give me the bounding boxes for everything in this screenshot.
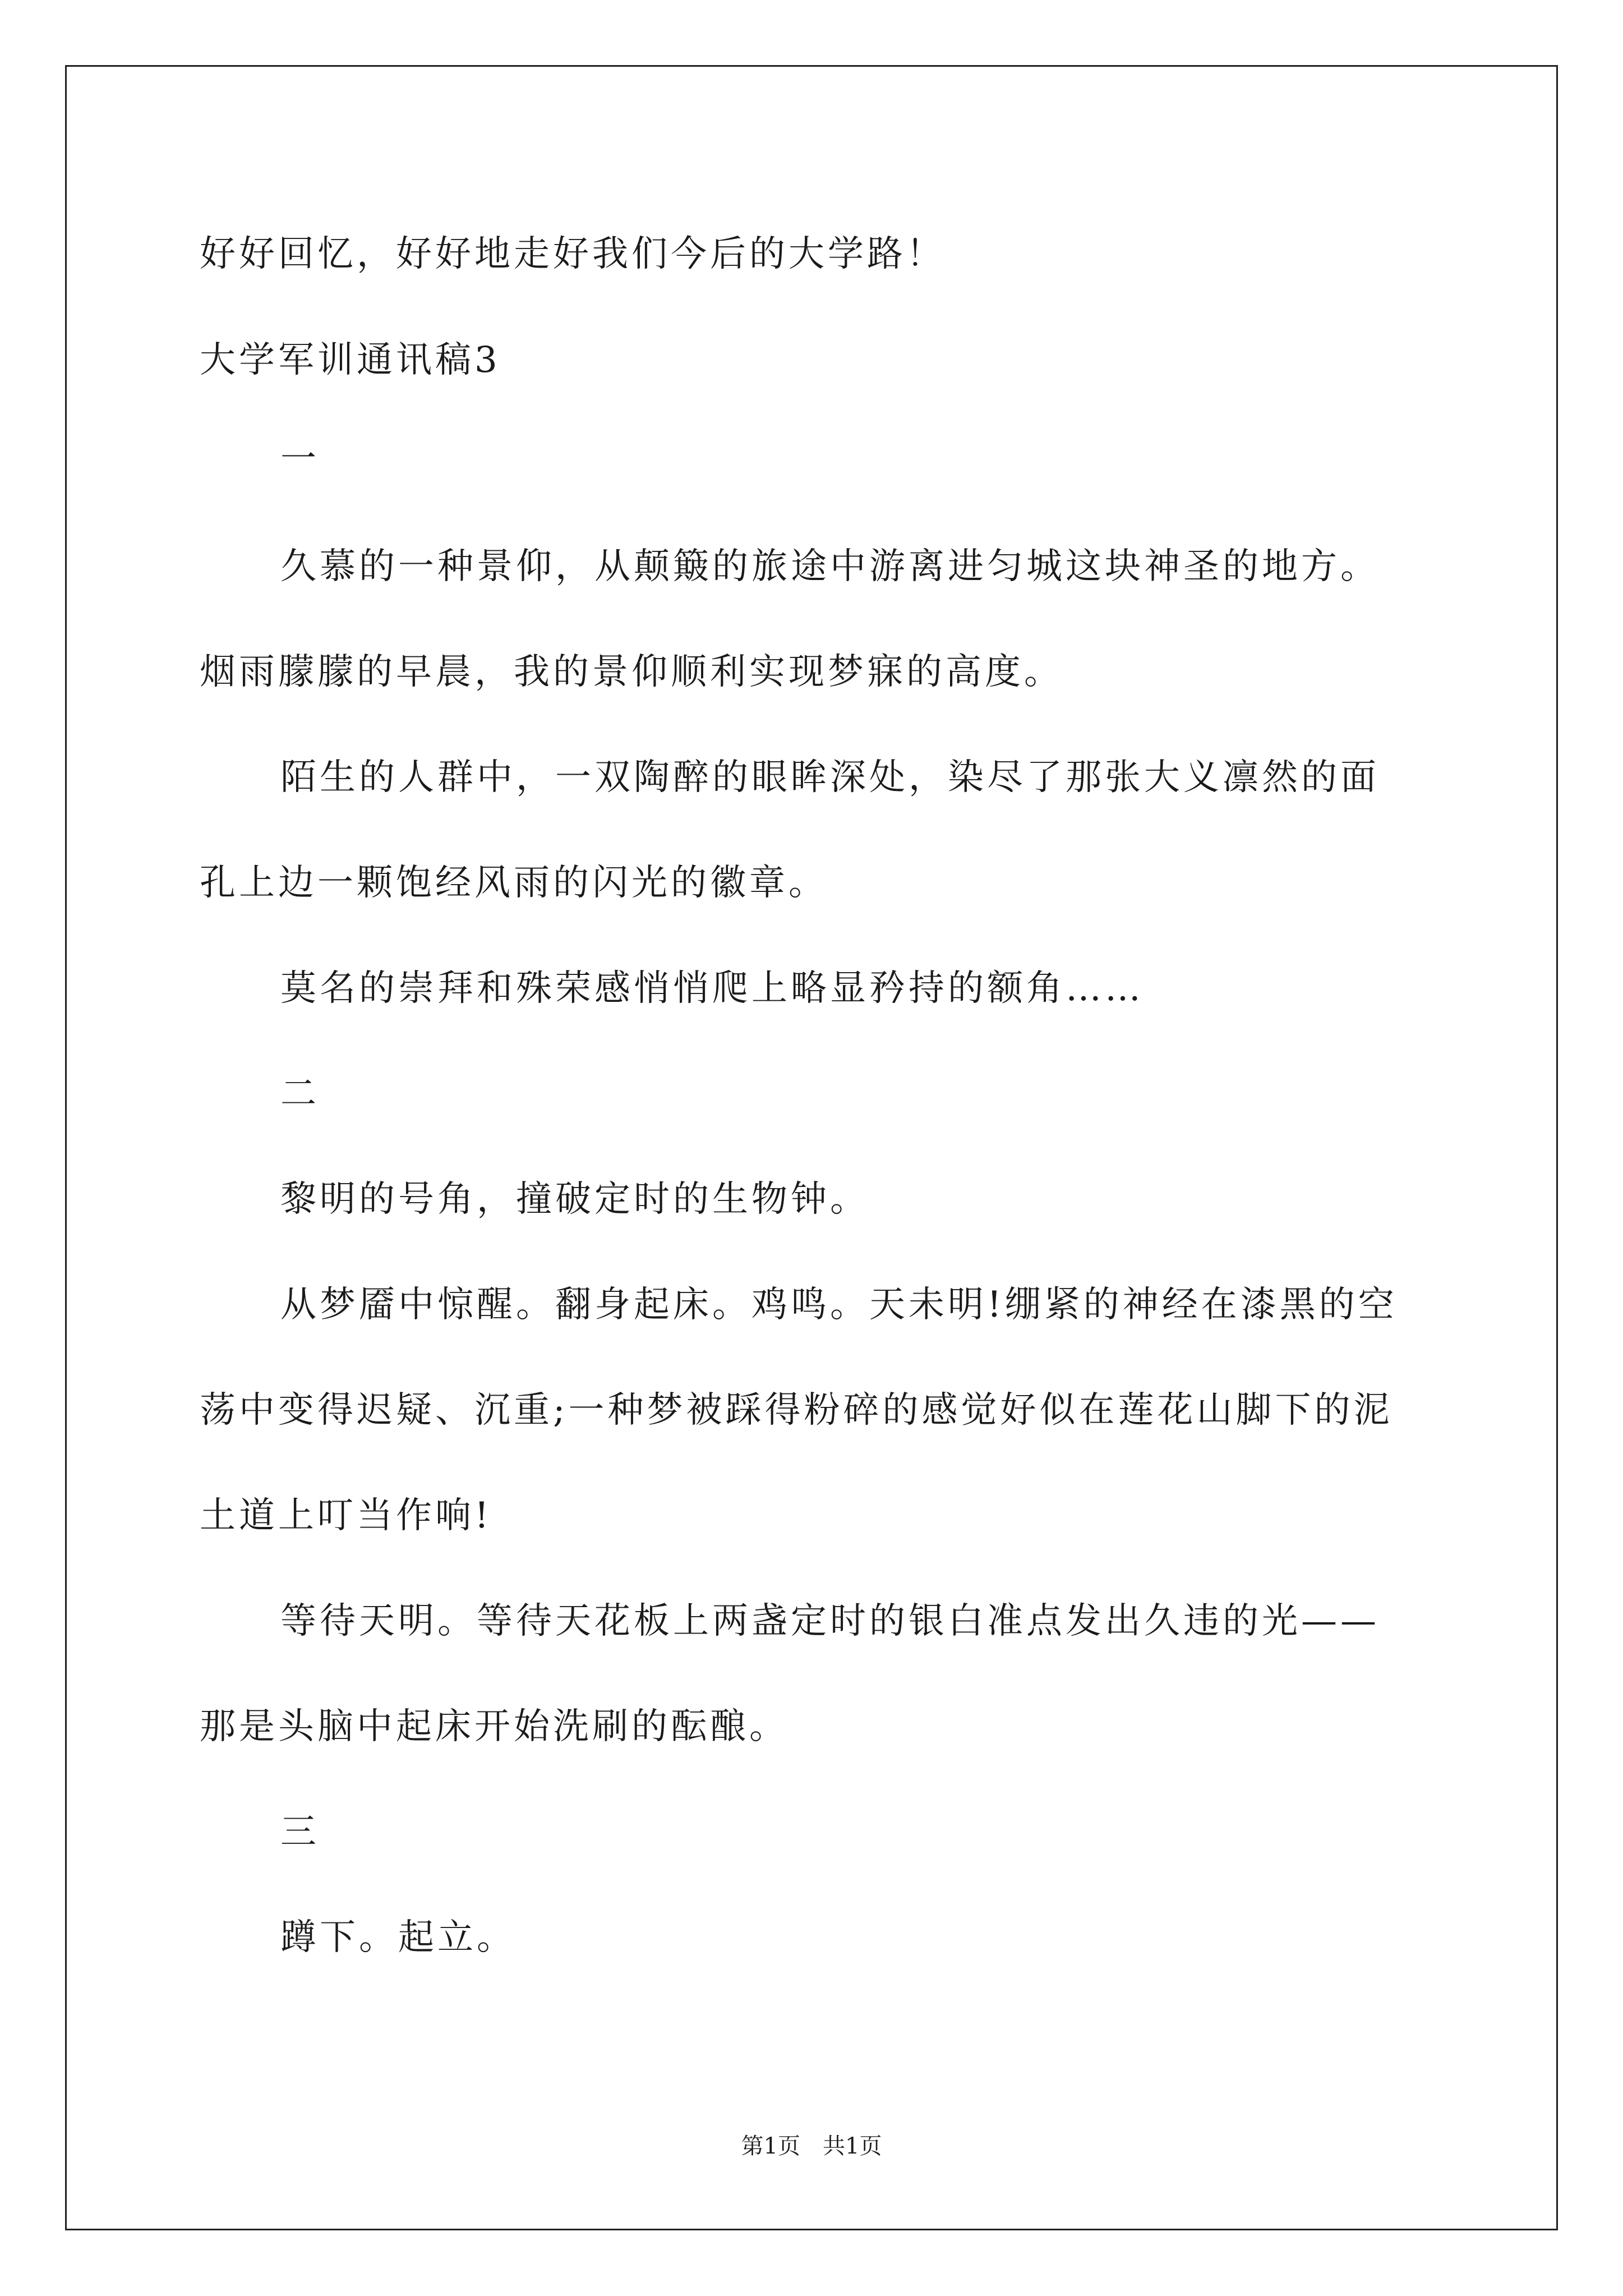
paragraph-2-line-2: 孔上边一颗饱经风雨的闪光的徽章。 (200, 862, 828, 904)
paragraph-6-line-1: 等待天明。等待天花板上两盏定时的银白准点发出久违的光—— (280, 1600, 1380, 1642)
section-heading-3: 三 (280, 1811, 320, 1853)
paragraph-5-line-2: 荡中变得迟疑、沉重;一种梦被踩得粉碎的感觉好似在莲花山脚下的泥 (200, 1389, 1393, 1431)
section-heading-1: 一 (280, 438, 320, 480)
section-title: 大学军训通讯稿3 (200, 339, 501, 381)
page-footer (0, 2135, 1623, 2157)
paragraph-1-line-2: 烟雨朦朦的早晨，我的景仰顺利实现梦寐的高度。 (200, 651, 1063, 693)
paragraph-6-line-2: 那是头脑中起床开始洗刷的酝酿。 (200, 1706, 789, 1747)
section-heading-2: 二 (280, 1073, 320, 1115)
paragraph-2-line-1: 陌生的人群中，一双陶醉的眼眸深处，染尽了那张大义凛然的面 (280, 757, 1380, 798)
paragraph-1-line-1: 久慕的一种景仰，从颠簸的旅途中游离进匀城这块神圣的地方。 (280, 546, 1380, 587)
text-line-1: 好好回忆，好好地走好我们今后的大学路！ (200, 233, 946, 275)
paragraph-7: 蹲下。起立。 (280, 1917, 516, 1958)
paragraph-5-line-1: 从梦靥中惊醒。翻身起床。鸡鸣。天未明!绷紧的神经在漆黑的空 (280, 1284, 1398, 1326)
paragraph-5-line-3: 土道上叮当作响! (200, 1495, 492, 1536)
page-number-total: 共1页 (823, 2133, 882, 2159)
paragraph-3: 莫名的崇拜和殊荣感悄悄爬上略显矜持的额角…… (280, 968, 1144, 1009)
page-number-current: 第1页 (741, 2133, 800, 2159)
page-border (65, 65, 1558, 2230)
paragraph-4: 黎明的号角，撞破定时的生物钟。 (280, 1179, 869, 1220)
